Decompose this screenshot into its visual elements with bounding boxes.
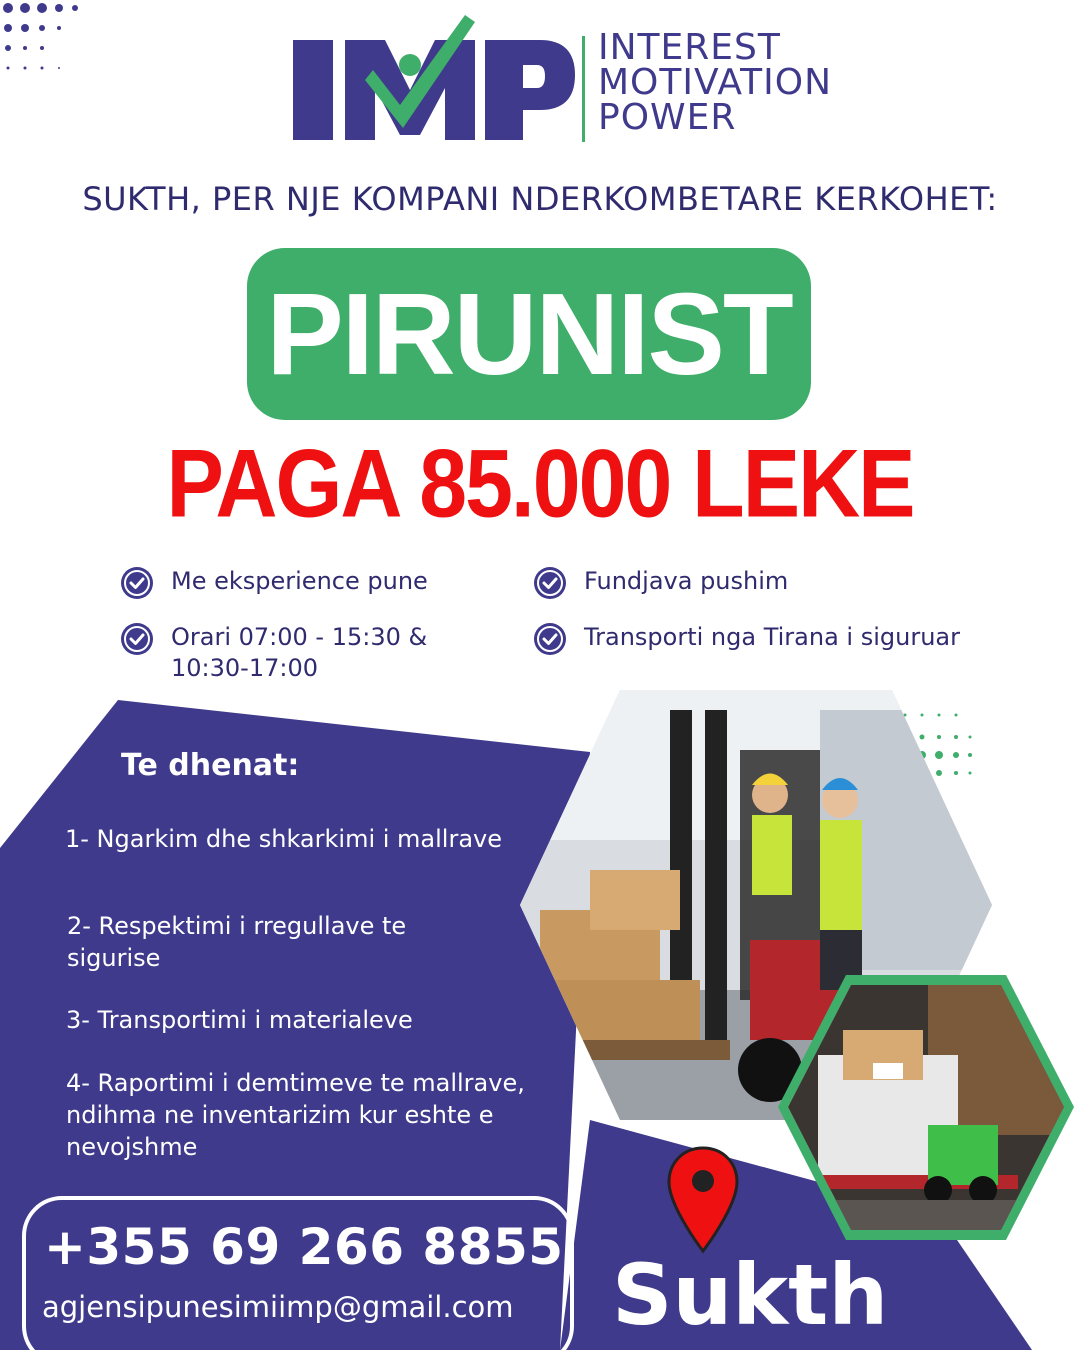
tagline-line-1: INTEREST bbox=[598, 27, 781, 68]
tagline-line-3: POWER bbox=[598, 97, 737, 138]
details-item: 3- Transportimi i materialeve bbox=[66, 1006, 413, 1034]
check-circle-icon bbox=[533, 566, 567, 600]
warehouse-forklift-photo bbox=[778, 975, 1074, 1240]
check-circle-icon bbox=[120, 622, 154, 656]
check-circle-icon bbox=[533, 622, 567, 656]
decor-dots-top-left bbox=[3, 3, 78, 70]
feature-text: Transporti nga Tirana i siguruar bbox=[584, 623, 960, 651]
details-item: 2- Respektimi i rregullave te sigurise bbox=[67, 912, 407, 972]
feature-item bbox=[533, 566, 788, 600]
city-name: Sukth bbox=[612, 1246, 889, 1344]
details-item: 4- Raportimi i demtimeve te mallrave, ndihma ne inventarizim kur eshte e nevojshme bbox=[66, 1069, 525, 1161]
imp-logo bbox=[285, 10, 585, 150]
feature-item bbox=[120, 566, 428, 600]
map-pin-icon bbox=[665, 1145, 741, 1255]
check-circle-icon bbox=[120, 566, 154, 600]
details-item: 1- Ngarkim dhe shkarkimi i mallrave bbox=[65, 825, 503, 853]
salary: PAGA 85.000 LEKE bbox=[166, 430, 914, 538]
phone-number[interactable]: +355 69 266 8855 bbox=[44, 1218, 564, 1276]
logo-tagline bbox=[598, 27, 833, 138]
headline: SUKTH, PER NJE KOMPANI NDERKOMBETARE KERKOHET: bbox=[82, 180, 998, 218]
tagline-line-2: MOTIVATION bbox=[598, 62, 833, 103]
feature-text: Fundjava pushim bbox=[584, 567, 789, 595]
job-title: PIRUNIST bbox=[266, 269, 792, 399]
feature-item bbox=[533, 622, 960, 656]
feature-item bbox=[120, 622, 450, 684]
details-title: Te dhenat: bbox=[121, 748, 300, 783]
feature-text: Me eksperience pune bbox=[171, 567, 428, 595]
email-address[interactable]: agjensipunesimiimp@gmail.com bbox=[42, 1290, 514, 1324]
feature-text: Orari 07:00 - 15:30 & 10:30-17:00 bbox=[171, 623, 428, 682]
logo-divider bbox=[582, 36, 585, 142]
